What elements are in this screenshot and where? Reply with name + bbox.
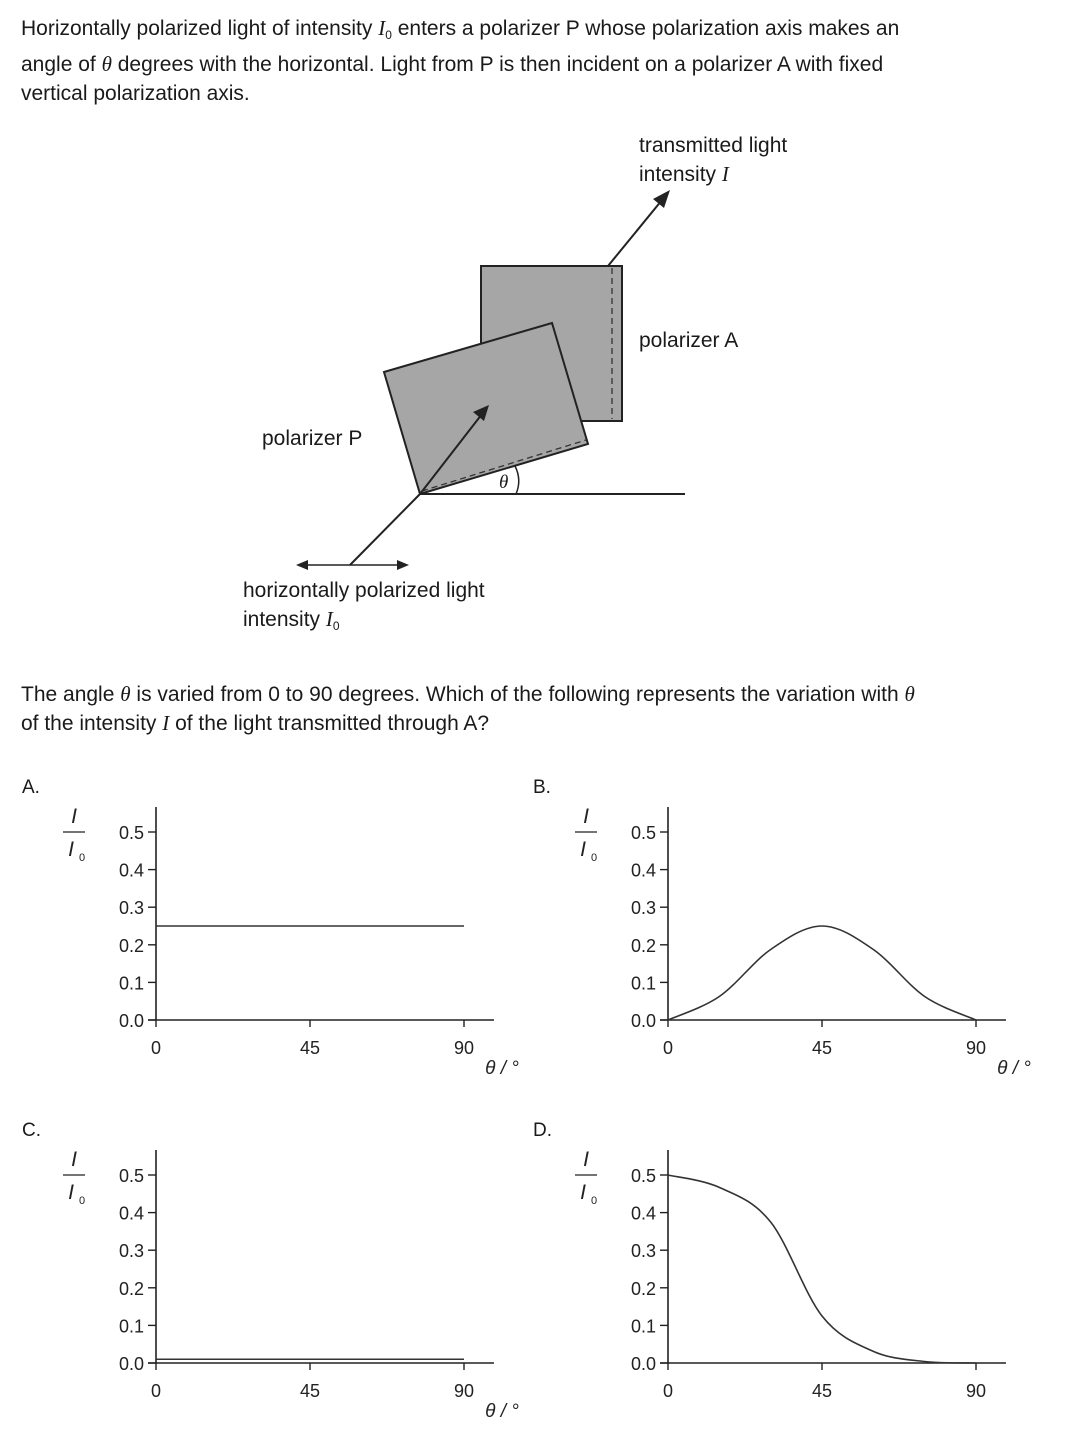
polarizer-diagram [0,0,1080,660]
intro-line-1: Horizontally polarized light of intensity $I_0$ enters a polarizer P whose polarization axis makes an [21,16,900,42]
option-c-graph[interactable] [50,1138,540,1438]
y-label-denominator-subscript: 0 [590,852,598,864]
transmitted-ray-arrowhead [653,190,670,208]
y-tick-label: 0.4 [630,860,656,881]
polarizer-p-label: polarizer P [262,427,363,450]
intro-line-3: vertical polarization axis. [21,82,250,105]
transmitted-light-label: transmitted light intensity I [639,134,788,186]
data-series-line [668,926,976,1020]
x-axis-label: θ / ° [485,1401,519,1422]
y-tick-label: 0.5 [630,823,656,843]
incident-ray [350,494,420,565]
x-tick-label: 0 [662,1381,674,1401]
x-tick-label: 0 [150,1038,162,1058]
y-label-denominator: I [580,838,586,861]
option-d-letter[interactable]: D. [533,1120,552,1141]
option-b-letter[interactable]: B. [533,777,551,798]
y-tick-label: 0.0 [630,1354,656,1374]
option-a-letter[interactable]: A. [22,777,40,798]
y-label-numerator: I [583,805,589,828]
intro-line-2: angle of θ degrees with the horizontal. Light from P is then incident on a polarizer A with fixed [21,52,884,76]
data-series-line [668,1175,976,1363]
option-b-graph[interactable] [562,795,1052,1095]
y-tick-label: 0.2 [118,935,144,956]
y-label-denominator-subscript: 0 [78,852,86,864]
y-tick-label: 0.1 [630,1316,656,1337]
transmitted-ray [608,200,662,266]
x-tick-label: 90 [965,1038,987,1058]
y-tick-label: 0.1 [118,1316,144,1337]
x-tick-label: 45 [811,1381,833,1401]
double-arrow-left-head [296,560,308,570]
y-label-denominator-subscript: 0 [78,1195,86,1207]
x-tick-label: 0 [662,1038,674,1058]
y-tick-label: 0.4 [630,1203,656,1224]
x-tick-label: 90 [965,1381,987,1401]
x-tick-label: 45 [299,1038,321,1058]
double-arrow-right-head [397,560,409,570]
y-label-denominator: I [68,1181,74,1204]
y-tick-label: 0.3 [118,1241,144,1262]
y-tick-label: 0.1 [118,973,144,994]
y-label-numerator: I [583,1148,589,1171]
option-d-graph[interactable] [562,1138,1052,1438]
x-tick-label: 45 [811,1038,833,1058]
y-tick-label: 0.0 [118,1011,144,1031]
x-axis-label: θ / ° [485,1058,519,1079]
x-tick-label: 45 [299,1381,321,1401]
y-label-denominator-subscript: 0 [590,1195,598,1207]
x-axis-label: θ / ° [997,1058,1031,1079]
angle-arc [515,466,519,494]
x-tick-label: 0 [150,1381,162,1401]
y-label-denominator: I [68,838,74,861]
polarizer-a-label: polarizer A [639,329,739,352]
y-tick-label: 0.2 [118,1278,144,1299]
y-tick-label: 0.5 [118,823,144,843]
y-label-numerator: I [71,1148,77,1171]
y-tick-label: 0.4 [118,1203,144,1224]
angle-theta-label: θ [499,472,509,493]
y-tick-label: 0.3 [118,898,144,919]
y-label-numerator: I [71,805,77,828]
y-tick-label: 0.0 [118,1354,144,1374]
incident-light-label: horizontally polarized light intensity $I_0$ [243,579,485,633]
y-tick-label: 0.5 [630,1166,656,1186]
x-tick-label: 90 [453,1381,475,1401]
y-tick-label: 0.3 [630,898,656,919]
x-tick-label: 90 [453,1038,475,1058]
y-label-denominator: I [580,1181,586,1204]
y-tick-label: 0.2 [630,935,656,956]
option-a-graph[interactable] [50,795,540,1095]
y-tick-label: 0.2 [630,1278,656,1299]
question-stem: The angle θ is varied from 0 to 90 degrees. Which of the following represents the variation with θ of the intensity I of the light transmitted through A? [21,682,915,735]
y-tick-label: 0.3 [630,1241,656,1262]
y-tick-label: 0.0 [630,1011,656,1031]
y-tick-label: 0.4 [118,860,144,881]
y-tick-label: 0.5 [118,1166,144,1186]
option-c-letter[interactable]: C. [22,1120,41,1141]
y-tick-label: 0.1 [630,973,656,994]
